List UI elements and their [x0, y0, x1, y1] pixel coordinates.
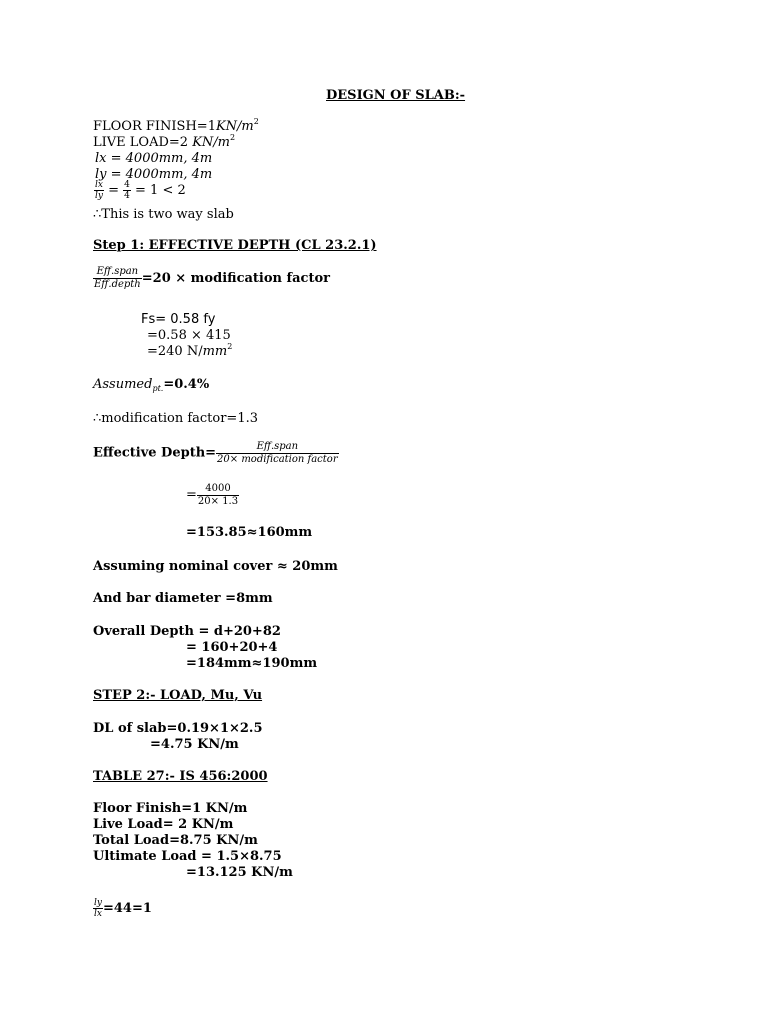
span-depth-fraction	[93, 266, 142, 291]
live-load-exponent: 2	[229, 133, 236, 142]
ly-lx-ratio-line	[93, 898, 152, 919]
lx-line: lx = 4000mm, 4m	[95, 151, 213, 166]
ratio-ly: ly	[95, 191, 103, 201]
eff-depth-num: Eff.span	[216, 441, 339, 454]
floor-finish-text: FLOOR FINISH=1	[93, 119, 216, 134]
eff-depth-line	[93, 441, 339, 466]
eff-depth-den: 20× modification factor	[217, 454, 338, 465]
calc-equals: =	[186, 487, 197, 503]
span-depth-rhs: =20 × modification factor	[141, 271, 330, 286]
eff-depth-fraction	[216, 441, 339, 466]
assumed-pt-line	[93, 377, 209, 393]
ratio-line	[94, 180, 186, 201]
overall-line-1: Overall Depth = d+20+82	[93, 624, 281, 639]
fs3-exponent: 2	[227, 342, 233, 351]
ultimate-load-line-2: =13.125 KN/m	[186, 865, 293, 880]
assumed-label: Assumed	[93, 377, 153, 392]
dl-line-2: =4.75 KN/m	[150, 737, 239, 752]
ratio-four-fraction	[123, 180, 131, 201]
ly-lx-den: lx	[94, 909, 102, 919]
ratio-four-top: 4	[124, 180, 130, 190]
span-depth-den: Eff.depth	[94, 279, 141, 290]
assumed-value: =0.4%	[163, 377, 210, 392]
ratio-lx: lx	[95, 180, 103, 190]
calc-line	[186, 483, 239, 508]
fs-line-3	[147, 344, 232, 360]
assumed-subscript: pt.	[152, 384, 164, 393]
live-load-unit: KN/m	[192, 135, 230, 150]
live-load-value: Live Load= 2 KN/m	[93, 817, 234, 832]
ly-lx-fraction	[93, 898, 103, 919]
page-title: DESIGN OF SLAB:-	[326, 88, 466, 103]
step2-heading: STEP 2:- LOAD, Mu, Vu	[93, 688, 263, 703]
calc-num: 4000	[197, 483, 239, 496]
floor-finish-exponent: 2	[253, 117, 259, 126]
eff-depth-label: Effective Depth=	[93, 445, 217, 461]
live-load-line	[93, 135, 235, 151]
dl-line-1: DL of slab=0.19×1×2.5	[93, 721, 263, 736]
total-load-value: Total Load=8.75 KN/m	[93, 833, 258, 848]
span-depth-num: Eff.span	[93, 266, 142, 279]
ratio-result: = 1 < 2	[135, 183, 186, 198]
overall-line-3: =184mm≈190mm	[186, 656, 318, 671]
bar-line: And bar diameter =8mm	[93, 591, 273, 606]
mod-factor-line: ∴modification factor=1.3	[93, 411, 258, 426]
floor-finish-load: Floor Finish=1 KN/m	[93, 801, 248, 816]
two-way-line: ∴This is two way slab	[93, 207, 234, 222]
fs-line-1: Fs= 0.58 fy	[141, 312, 216, 327]
step1-heading: Step 1: EFFECTIVE DEPTH (CL 23.2.1)	[93, 238, 377, 253]
calc-fraction	[197, 483, 239, 508]
ratio-four-bottom: 4	[124, 191, 130, 201]
ly-lx-num: ly	[94, 898, 102, 908]
ly-lx-value: =44=1	[102, 901, 152, 916]
calc-result: =153.85≈160mm	[186, 525, 313, 540]
table27-heading: TABLE 27:- IS 456:2000	[93, 769, 268, 784]
ratio-lx-ly-fraction	[94, 180, 104, 201]
fs3-unit: mm	[202, 344, 228, 359]
cover-line: Assuming nominal cover ≈ 20mm	[93, 559, 338, 574]
fs-line-2: =0.58 × 415	[147, 328, 231, 343]
live-load-text: LIVE LOAD=2	[93, 135, 193, 150]
ultimate-load-line-1: Ultimate Load = 1.5×8.75	[93, 849, 282, 864]
overall-line-2: = 160+20+4	[186, 640, 278, 655]
floor-finish-unit: KN/m	[215, 119, 254, 134]
fs3-text: =240 N/	[147, 344, 203, 359]
ly-line: ly = 4000mm, 4m	[95, 167, 213, 182]
calc-den: 20× 1.3	[197, 496, 239, 507]
ratio-equals: =	[108, 183, 120, 198]
span-depth-line	[93, 266, 330, 291]
